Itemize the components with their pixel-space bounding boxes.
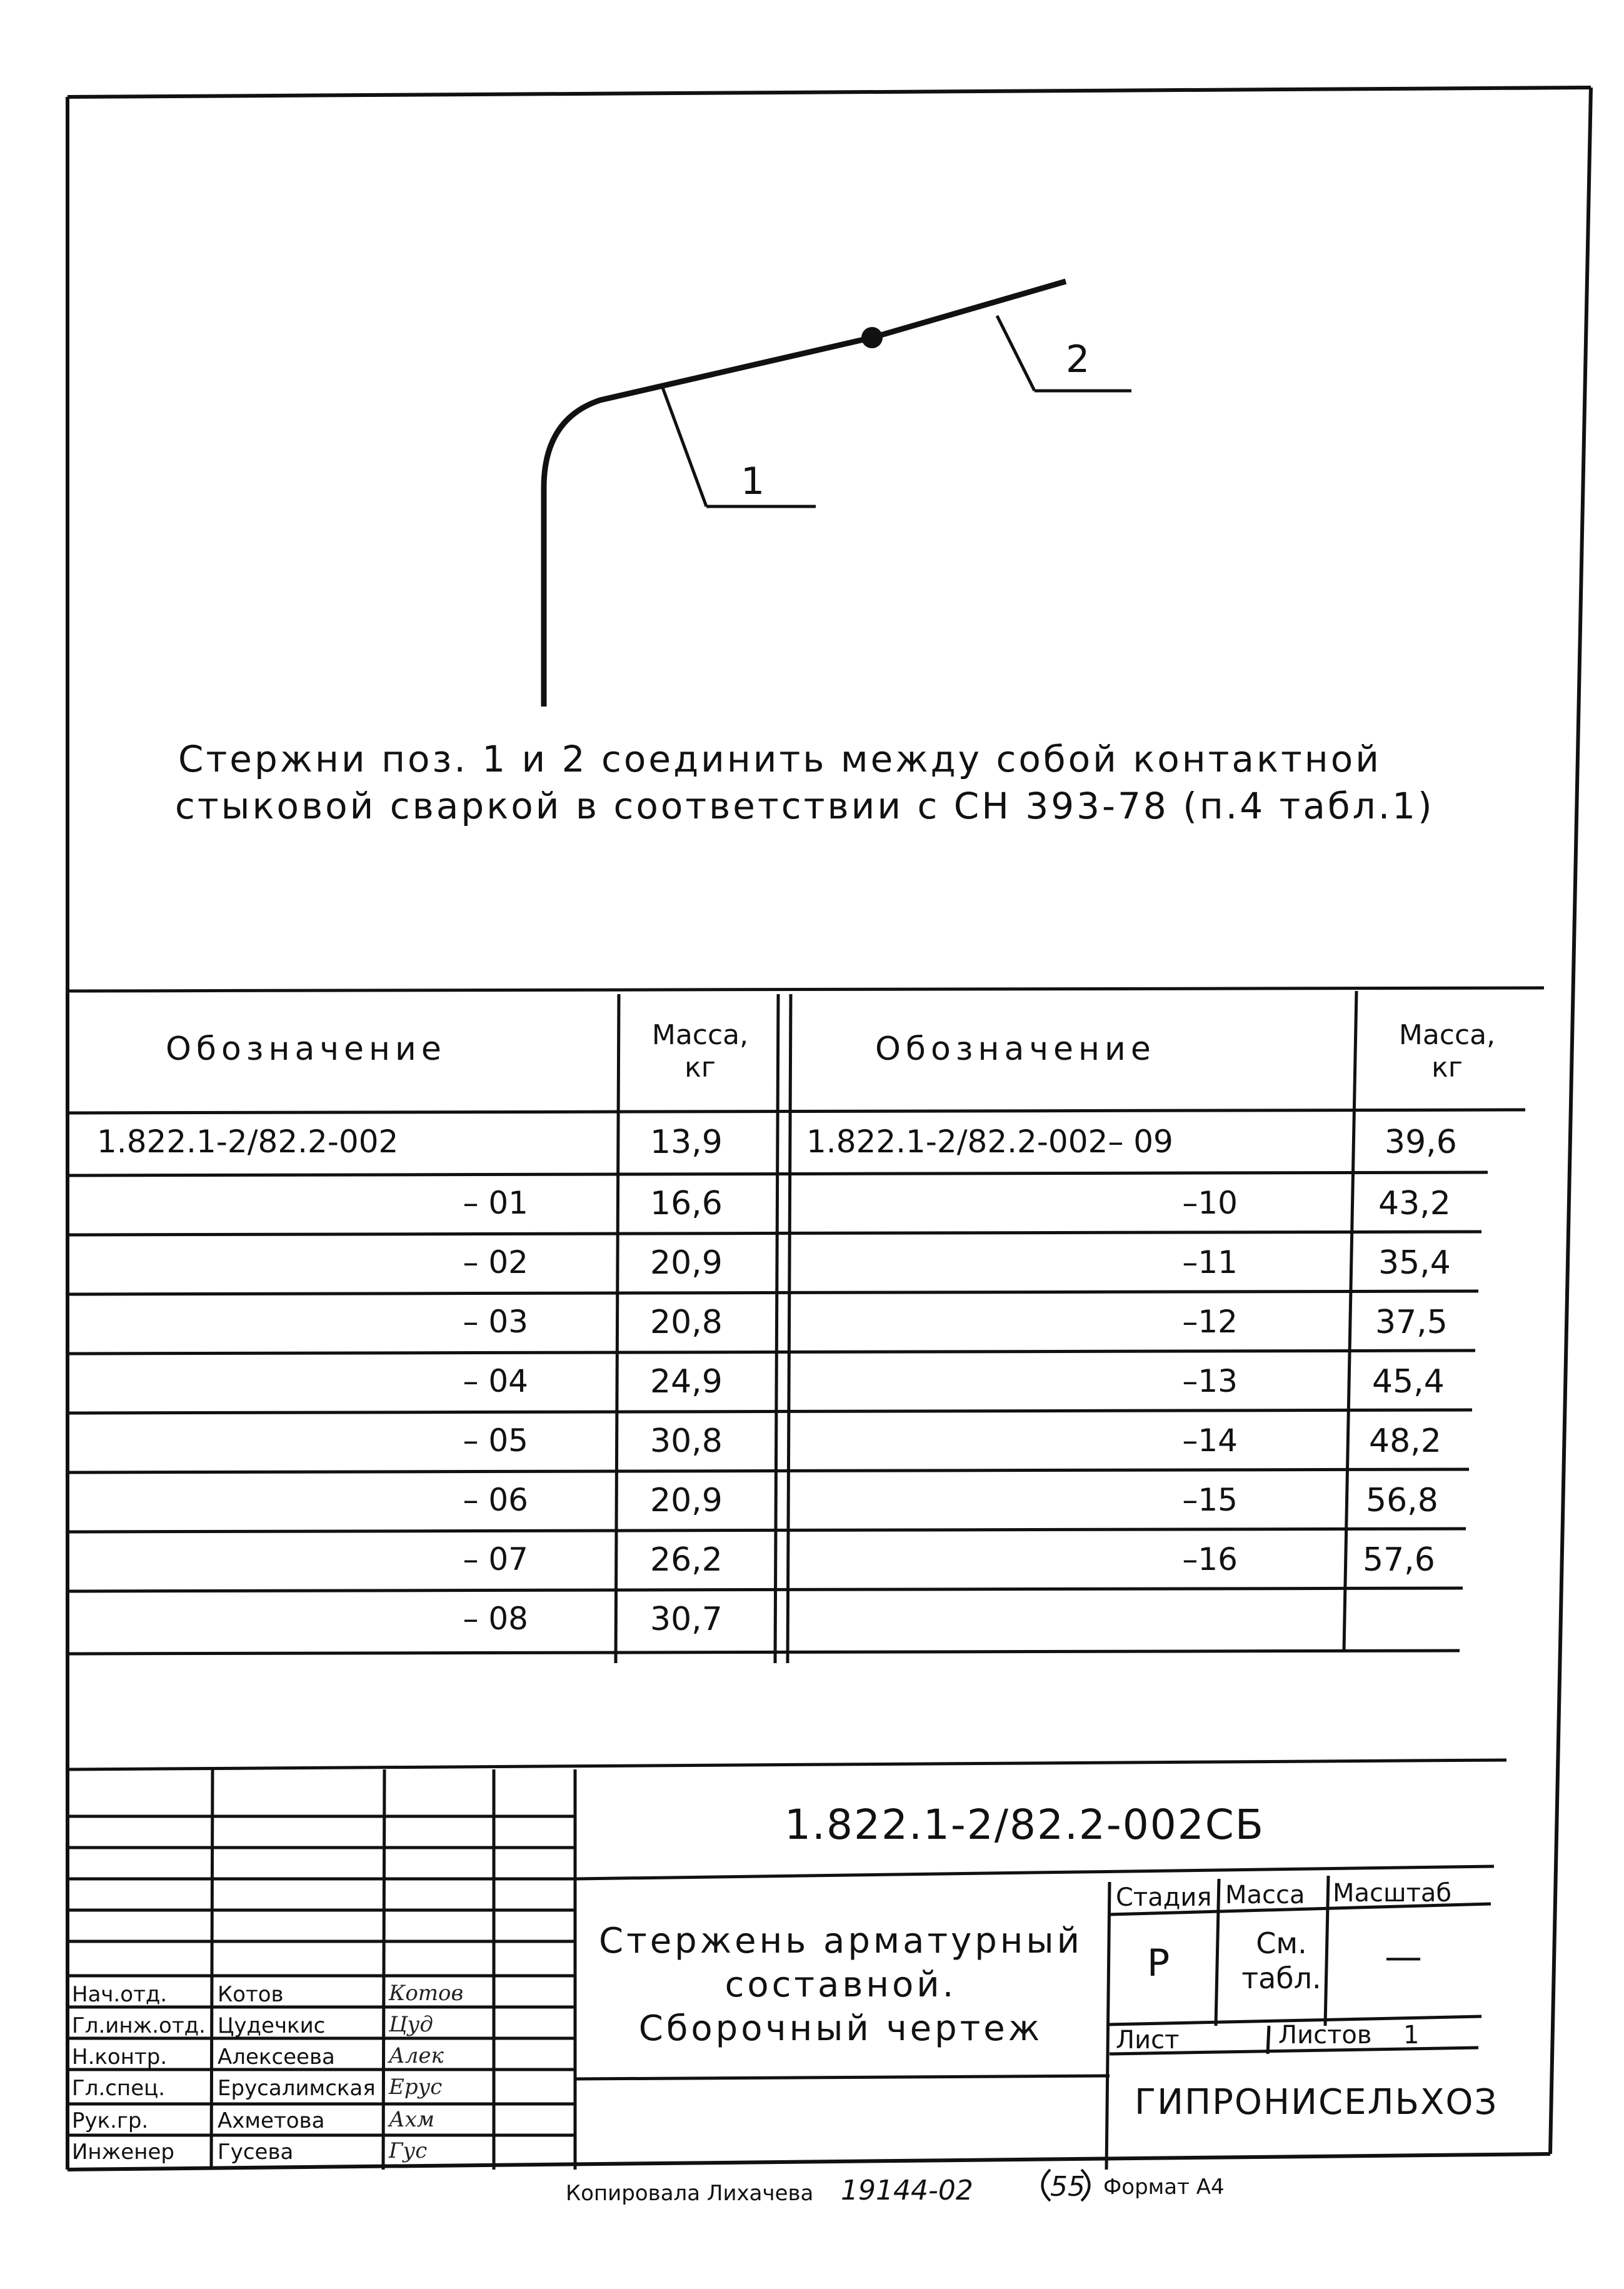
left-row-designation: 1.822.1-2/82.2-002 — [97, 1124, 399, 1160]
document-code: 1.822.1-2/82.2-002СБ — [784, 1801, 1265, 1849]
signature: Ахм — [389, 2107, 435, 2132]
left-header-designation: Обозначение — [166, 1030, 446, 1068]
stage-label: Стадия — [1116, 1883, 1212, 1912]
left-row-mass: 30,8 — [650, 1422, 723, 1460]
table-grid — [68, 988, 1544, 1663]
right-row-designation: –10 — [1182, 1185, 1238, 1221]
callout-position-1: 1 — [741, 460, 765, 503]
signature: Ерус — [389, 2075, 443, 2100]
right-row-mass: 39,6 — [1385, 1124, 1457, 1161]
left-header-mass: Масса, кг — [651, 1019, 749, 1084]
right-row-designation: –12 — [1182, 1304, 1238, 1340]
stamp-role: Инженер — [72, 2140, 174, 2165]
paper-format: Формат А4 — [1103, 2175, 1225, 2200]
copied-by: Копировала Лихачева — [566, 2181, 814, 2206]
left-row-mass: 26,2 — [650, 1541, 723, 1579]
left-row-designation: – 07 — [463, 1541, 528, 1577]
right-row-mass: 48,2 — [1369, 1422, 1441, 1460]
left-row-mass: 13,9 — [650, 1124, 723, 1161]
signature: Гус — [389, 2138, 428, 2163]
drawing-title-line-2: составной. — [724, 1965, 957, 2005]
callout-position-2: 2 — [1066, 338, 1090, 381]
right-row-mass: 37,5 — [1375, 1304, 1448, 1341]
signature: Котов — [389, 1981, 464, 2006]
sheets-label: Листов — [1278, 2021, 1372, 2050]
left-row-designation: – 02 — [463, 1244, 528, 1280]
left-row-mass: 24,9 — [650, 1363, 723, 1401]
right-row-designation: –14 — [1182, 1422, 1238, 1459]
left-row-designation: – 01 — [463, 1185, 528, 1221]
right-row-designation: –16 — [1182, 1541, 1238, 1577]
leader-line-1 — [663, 388, 706, 506]
right-row-mass: 43,2 — [1378, 1185, 1451, 1222]
left-row-mass: 20,9 — [650, 1244, 723, 1282]
mass-label: Масса — [1225, 1881, 1305, 1909]
left-row-mass: 30,7 — [650, 1601, 723, 1638]
stamp-name: Алексеева — [218, 2045, 335, 2070]
inventory-number: 19144-02 — [841, 2175, 973, 2206]
right-row-designation: –11 — [1182, 1244, 1238, 1280]
sheets-value: 1 — [1403, 2021, 1420, 2050]
stamp-name: Ахметова — [218, 2108, 325, 2133]
right-row-mass: 57,6 — [1363, 1541, 1435, 1579]
stamp-role: Гл.спец. — [72, 2076, 166, 2101]
stamp-role: Гл.инж.отд. — [72, 2013, 206, 2038]
drawing-title — [581, 1919, 1100, 2051]
left-row-mass: 20,9 — [650, 1482, 723, 1519]
rod-position-2 — [872, 281, 1066, 338]
stamp-role: Рук.гр. — [72, 2108, 149, 2133]
technical-note-line-1: Стержни поз. 1 и 2 соединить между собой контактной — [178, 738, 1381, 780]
right-row-designation: 1.822.1-2/82.2-002– 09 — [806, 1124, 1173, 1160]
left-row-mass: 20,8 — [650, 1304, 723, 1341]
left-row-mass: 16,6 — [650, 1185, 723, 1222]
stamp-name: Котов — [218, 1982, 284, 2007]
sheet-number: 55 — [1050, 2171, 1085, 2203]
mass-value: См. табл. — [1241, 1926, 1321, 1995]
right-row-mass: 56,8 — [1366, 1482, 1438, 1519]
signature: Цуд — [389, 2012, 433, 2037]
stamp-name: Гусева — [218, 2140, 294, 2165]
right-row-mass: 45,4 — [1372, 1363, 1445, 1401]
signature: Алек — [389, 2043, 444, 2068]
right-row-designation: –13 — [1182, 1363, 1238, 1399]
right-row-designation: –15 — [1182, 1482, 1238, 1518]
right-header-designation: Обозначение — [875, 1030, 1156, 1068]
stamp-role: Нач.отд. — [72, 1982, 168, 2007]
left-row-designation: – 03 — [463, 1304, 528, 1340]
stamp-name: Ерусалимская — [218, 2076, 376, 2101]
stamp-role: Н.контр. — [72, 2045, 168, 2070]
drawing-title-line-1: Стержень арматурный — [599, 1921, 1083, 1961]
leader-line-2 — [997, 316, 1035, 391]
drawing-title-line-3: Сборочный чертеж — [638, 2008, 1043, 2049]
right-header-mass: Масса, кг — [1398, 1019, 1496, 1084]
scale-value: — — [1385, 1935, 1422, 1979]
stamp-name: Цудечкис — [218, 2013, 326, 2038]
sheet-label: Лист — [1116, 2026, 1180, 2055]
left-row-designation: – 08 — [463, 1601, 528, 1637]
left-row-designation: – 05 — [463, 1422, 528, 1459]
weld-point — [861, 327, 883, 348]
scale-label: Масштаб — [1333, 1879, 1452, 1908]
technical-note-line-2: стыковой сваркой в соответствии с СН 393-78 (п.4 табл.1) — [175, 785, 1435, 827]
rod-position-1 — [544, 338, 872, 707]
organization-name: ГИПРОНИСЕЛЬХОЗ — [1135, 2082, 1498, 2123]
right-row-mass: 35,4 — [1378, 1244, 1451, 1282]
rod-drawing — [544, 281, 1131, 707]
left-row-designation: – 04 — [463, 1363, 528, 1399]
left-row-designation: – 06 — [463, 1482, 528, 1518]
stage-value: Р — [1147, 1941, 1170, 1985]
